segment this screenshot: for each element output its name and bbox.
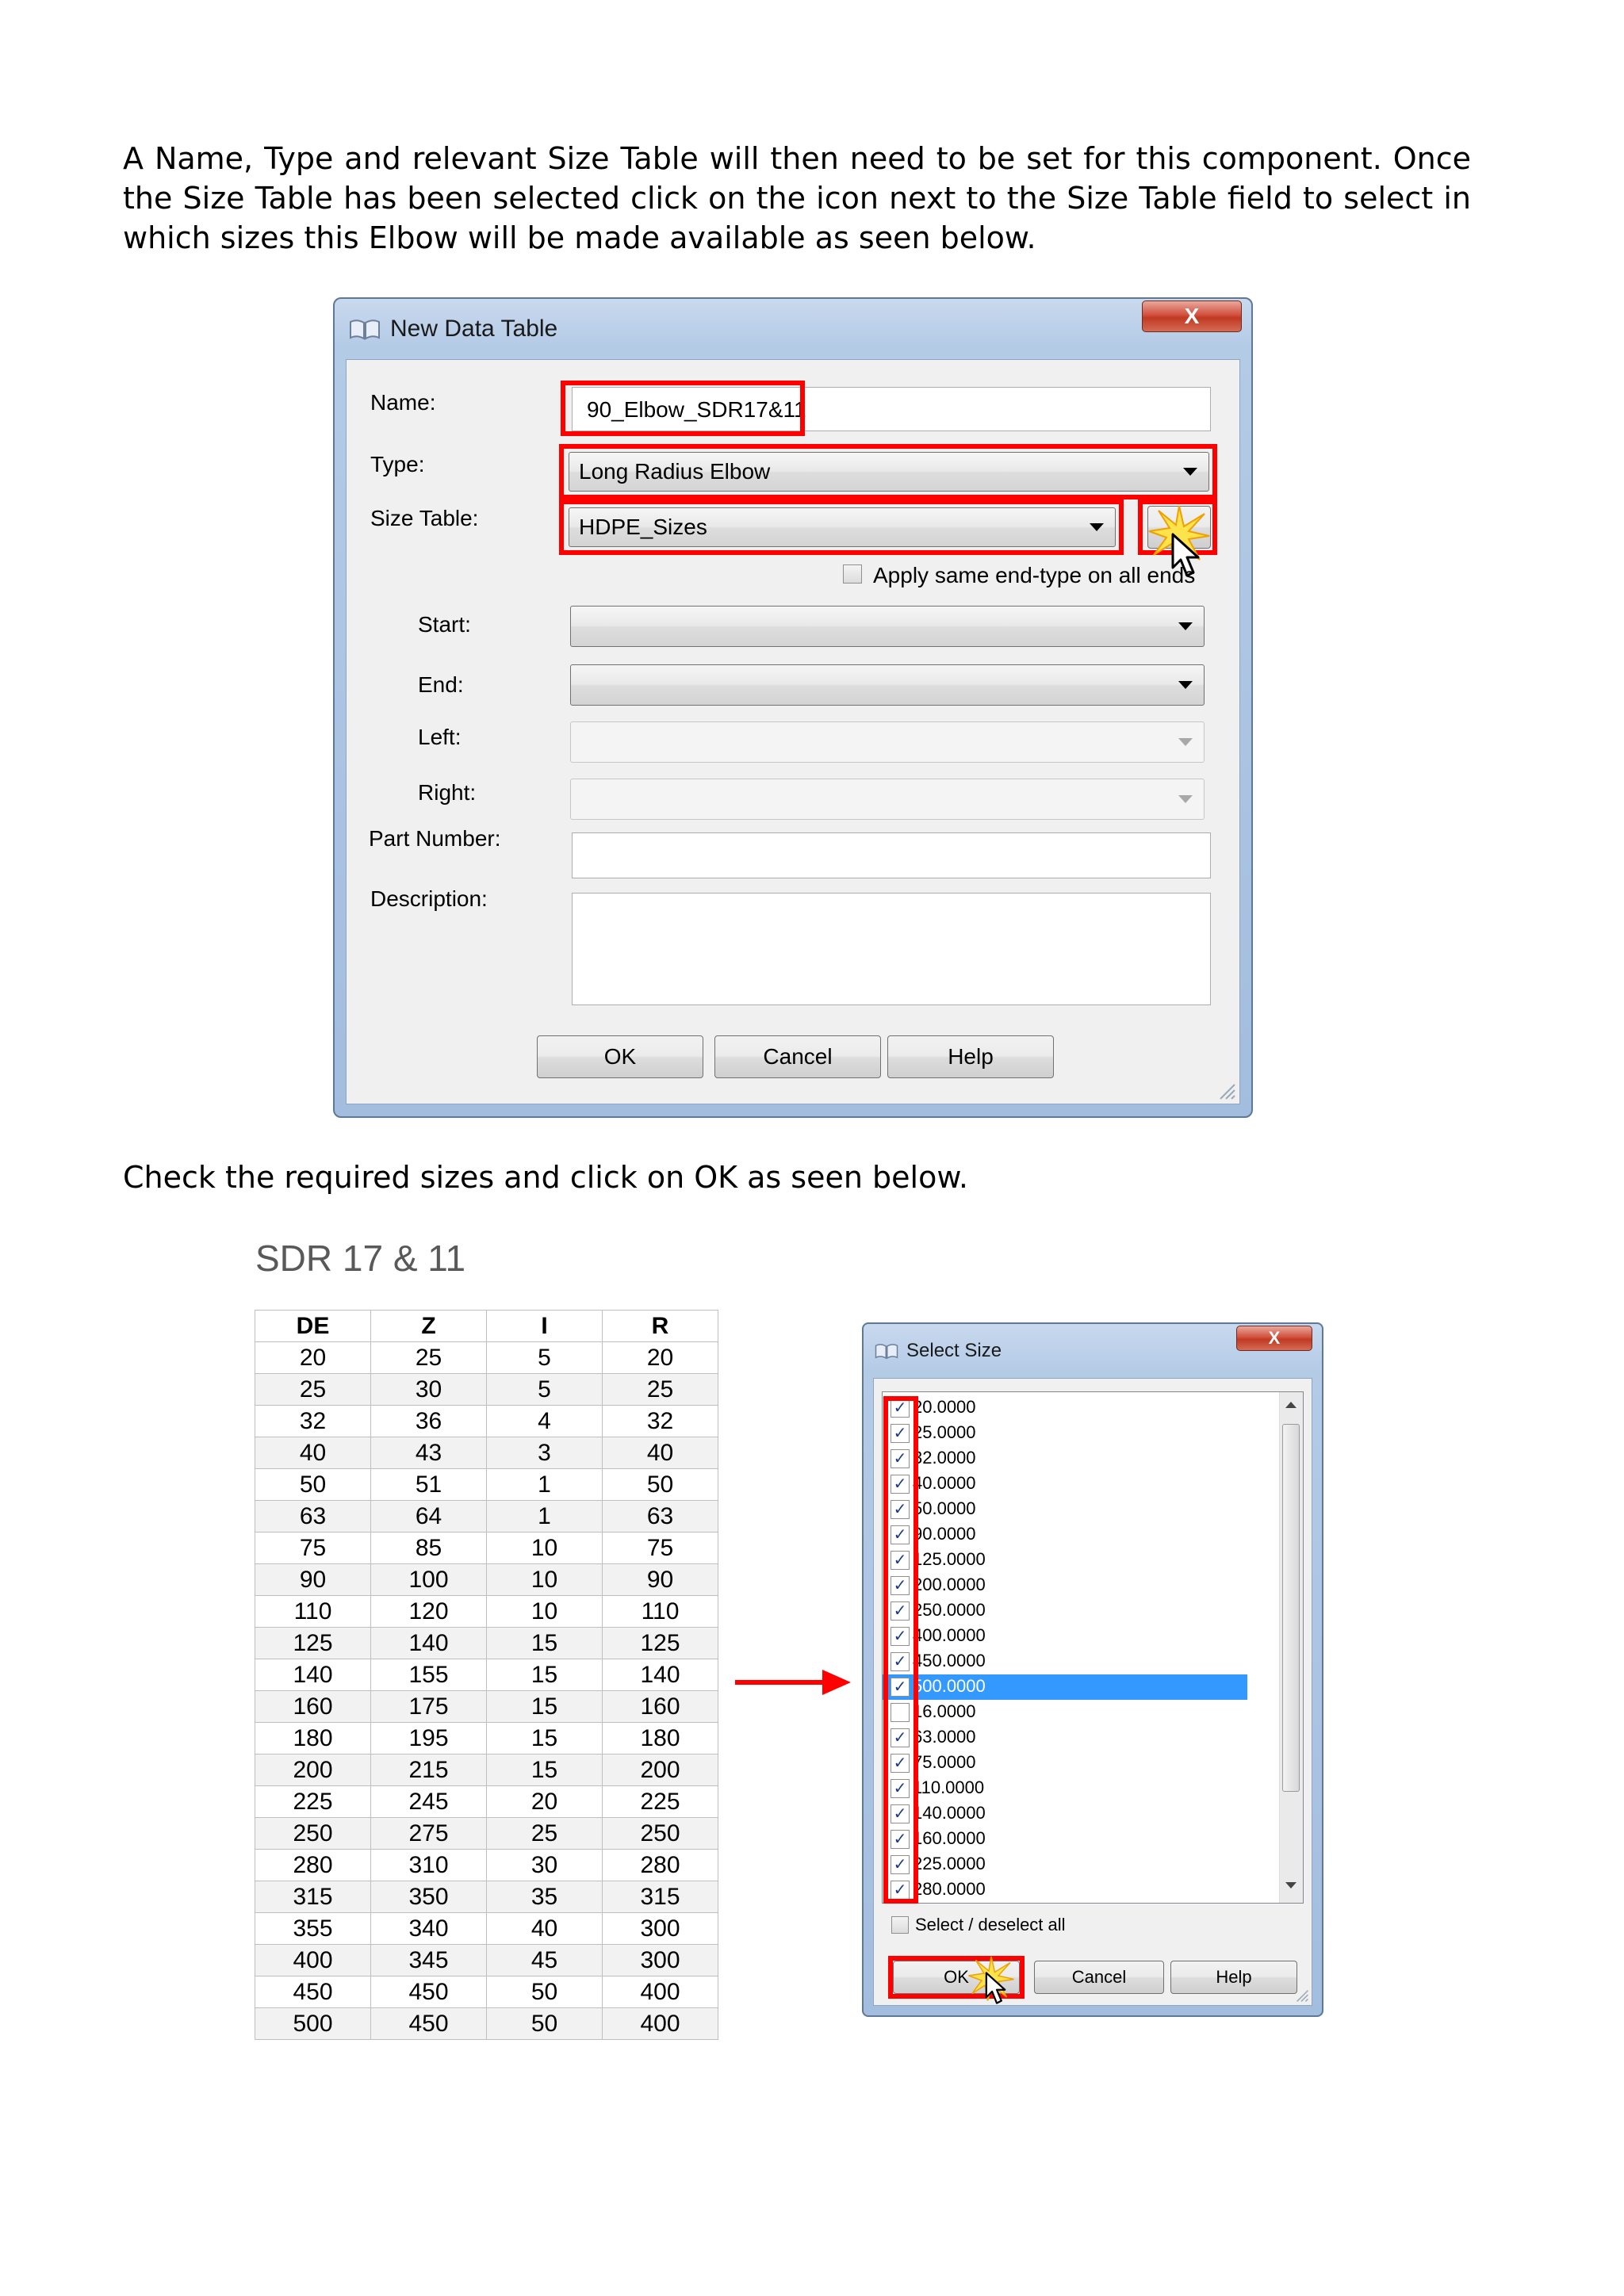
size-label: 450.0000 bbox=[913, 1651, 986, 1670]
size-label: 400.0000 bbox=[913, 1625, 986, 1645]
table-cell: 43 bbox=[371, 1437, 487, 1469]
table-cell: 25 bbox=[371, 1342, 487, 1374]
size-label: 140.0000 bbox=[913, 1803, 986, 1823]
table-row bbox=[255, 1818, 718, 1850]
table-row bbox=[255, 1850, 718, 1881]
list-item[interactable] bbox=[883, 1598, 1247, 1624]
table-cell: 155 bbox=[371, 1659, 487, 1691]
name-value: 90_Elbow_SDR17&11 bbox=[587, 397, 806, 422]
table-cell: 25 bbox=[603, 1374, 718, 1406]
table-cell: 125 bbox=[603, 1628, 718, 1659]
arrow-right-icon bbox=[733, 1667, 852, 1698]
list-item[interactable] bbox=[883, 1649, 1247, 1674]
table-row bbox=[255, 1976, 718, 2008]
size-label: 20.0000 bbox=[913, 1397, 976, 1417]
list-item[interactable] bbox=[883, 1395, 1247, 1421]
list-item[interactable] bbox=[883, 1522, 1247, 1548]
help-button-label: Help bbox=[1216, 1967, 1252, 1987]
close-button[interactable] bbox=[1142, 300, 1242, 332]
help-button-label: Help bbox=[948, 1044, 994, 1069]
size-label: 40.0000 bbox=[913, 1473, 976, 1493]
table-cell: 4 bbox=[487, 1406, 603, 1437]
ok-button[interactable] bbox=[537, 1035, 703, 1078]
table-cell: 450 bbox=[255, 1976, 371, 2008]
list-item[interactable] bbox=[883, 1497, 1247, 1522]
size-label: 90.0000 bbox=[913, 1524, 976, 1544]
table-cell: 175 bbox=[371, 1691, 487, 1723]
size-label: 250.0000 bbox=[913, 1600, 986, 1620]
table-cell: 245 bbox=[371, 1786, 487, 1818]
table-cell: 340 bbox=[371, 1913, 487, 1945]
table-row bbox=[255, 1691, 718, 1723]
table-cell: 110 bbox=[255, 1596, 371, 1628]
table-cell: 225 bbox=[255, 1786, 371, 1818]
size-checkbox[interactable]: ✓ bbox=[891, 1652, 910, 1671]
table-cell: 300 bbox=[603, 1913, 718, 1945]
sdr-table-title: SDR 17 & 11 bbox=[255, 1238, 466, 1279]
table-row bbox=[255, 1564, 718, 1596]
type-label: Type: bbox=[370, 452, 425, 476]
table-row bbox=[255, 1406, 718, 1437]
table-cell: 10 bbox=[487, 1533, 603, 1564]
table-cell: 25 bbox=[487, 1818, 603, 1850]
table-cell: 40 bbox=[487, 1913, 603, 1945]
size-checkbox[interactable]: ✓ bbox=[891, 1475, 910, 1494]
size-checkbox[interactable]: ✓ bbox=[891, 1525, 910, 1544]
chevron-down-icon bbox=[1090, 523, 1104, 531]
table-cell: 225 bbox=[603, 1786, 718, 1818]
table-row bbox=[255, 1945, 718, 1976]
column-header: DE bbox=[255, 1311, 371, 1342]
table-row bbox=[255, 1437, 718, 1469]
dialog-titlebar[interactable] bbox=[335, 299, 1251, 359]
table-cell: 40 bbox=[255, 1437, 371, 1469]
column-header: R bbox=[603, 1311, 718, 1342]
size-checkbox[interactable]: ✓ bbox=[891, 1399, 910, 1418]
new-data-table-dialog bbox=[333, 297, 1253, 1118]
list-item[interactable] bbox=[883, 1801, 1247, 1827]
table-cell: 32 bbox=[603, 1406, 718, 1437]
list-item[interactable] bbox=[883, 1421, 1247, 1446]
type-value: Long Radius Elbow bbox=[579, 459, 771, 484]
size-table-value: HDPE_Sizes bbox=[579, 515, 707, 539]
table-cell: 15 bbox=[487, 1628, 603, 1659]
table-row bbox=[255, 1342, 718, 1374]
table-row bbox=[255, 1913, 718, 1945]
table-cell: 315 bbox=[603, 1881, 718, 1913]
table-cell: 140 bbox=[255, 1659, 371, 1691]
size-label: 75.0000 bbox=[913, 1752, 976, 1772]
table-row bbox=[255, 1469, 718, 1501]
close-button[interactable] bbox=[1236, 1326, 1312, 1351]
size-checkbox[interactable]: ✓ bbox=[891, 1627, 910, 1646]
apply-same-end-type-checkbox[interactable] bbox=[843, 564, 862, 584]
table-cell: 310 bbox=[371, 1850, 487, 1881]
table-cell: 500 bbox=[255, 2008, 371, 2040]
size-label: 50.0000 bbox=[913, 1498, 976, 1518]
size-label: 32.0000 bbox=[913, 1448, 976, 1468]
table-cell: 51 bbox=[371, 1469, 487, 1501]
table-cell: 125 bbox=[255, 1628, 371, 1659]
table-cell: 20 bbox=[603, 1342, 718, 1374]
table-cell: 32 bbox=[255, 1406, 371, 1437]
cancel-button-label: Cancel bbox=[763, 1044, 833, 1069]
table-cell: 15 bbox=[487, 1691, 603, 1723]
size-checkbox[interactable]: ✓ bbox=[891, 1754, 910, 1773]
list-item[interactable] bbox=[883, 1700, 1247, 1725]
select-size-title: Select Size bbox=[906, 1340, 1002, 1361]
cancel-button[interactable] bbox=[1034, 1961, 1164, 1994]
table-cell: 3 bbox=[487, 1437, 603, 1469]
size-table-select[interactable] bbox=[569, 507, 1116, 547]
table-row bbox=[255, 1755, 718, 1786]
table-cell: 90 bbox=[603, 1564, 718, 1596]
table-cell: 110 bbox=[603, 1596, 718, 1628]
book-icon bbox=[349, 317, 381, 341]
table-cell: 180 bbox=[255, 1723, 371, 1755]
check-sizes-paragraph: Check the required sizes and click on OK as seen below. bbox=[123, 1160, 969, 1195]
size-label: 63.0000 bbox=[913, 1727, 976, 1747]
ok-button-label: OK bbox=[603, 1044, 637, 1069]
select-all-checkbox[interactable] bbox=[891, 1916, 909, 1934]
size-checkbox[interactable]: ✓ bbox=[891, 1551, 910, 1570]
table-cell: 100 bbox=[371, 1564, 487, 1596]
table-cell: 140 bbox=[371, 1628, 487, 1659]
column-header: Z bbox=[371, 1311, 487, 1342]
table-cell: 30 bbox=[487, 1850, 603, 1881]
table-cell: 345 bbox=[371, 1945, 487, 1976]
size-checkbox[interactable]: ✓ bbox=[891, 1678, 910, 1697]
table-cell: 25 bbox=[255, 1374, 371, 1406]
table-cell: 15 bbox=[487, 1659, 603, 1691]
list-scrollbar[interactable] bbox=[1279, 1392, 1303, 1903]
table-cell: 215 bbox=[371, 1755, 487, 1786]
start-label: Start: bbox=[418, 612, 471, 637]
table-row bbox=[255, 1659, 718, 1691]
description-input[interactable] bbox=[572, 893, 1211, 1005]
cancel-button-label: Cancel bbox=[1071, 1967, 1127, 1987]
scroll-thumb[interactable] bbox=[1282, 1424, 1300, 1792]
table-cell: 10 bbox=[487, 1564, 603, 1596]
table-cell: 63 bbox=[255, 1501, 371, 1533]
ok-button-label: OK bbox=[944, 1967, 969, 1987]
size-checkbox[interactable]: ✓ bbox=[891, 1779, 910, 1798]
table-header-row bbox=[255, 1311, 718, 1342]
resize-grip-icon[interactable] bbox=[1216, 1080, 1236, 1100]
resize-grip-icon[interactable] bbox=[1293, 1987, 1309, 2003]
list-item[interactable] bbox=[883, 1624, 1247, 1649]
table-cell: 36 bbox=[371, 1406, 487, 1437]
table-cell: 350 bbox=[371, 1881, 487, 1913]
table-cell: 250 bbox=[255, 1818, 371, 1850]
description-label: Description: bbox=[370, 886, 488, 911]
list-item[interactable] bbox=[883, 1877, 1247, 1903]
size-checkbox[interactable]: ✓ bbox=[891, 1449, 910, 1468]
dialog-body bbox=[346, 359, 1240, 1104]
name-label: Name: bbox=[370, 390, 436, 415]
list-item[interactable] bbox=[883, 1725, 1247, 1751]
chevron-down-icon bbox=[1178, 622, 1193, 630]
table-cell: 250 bbox=[603, 1818, 718, 1850]
table-cell: 50 bbox=[487, 2008, 603, 2040]
scroll-down-icon[interactable] bbox=[1285, 1882, 1297, 1888]
table-cell: 400 bbox=[255, 1945, 371, 1976]
part-number-input[interactable] bbox=[572, 832, 1211, 878]
table-cell: 195 bbox=[371, 1723, 487, 1755]
size-label: 225.0000 bbox=[913, 1854, 986, 1873]
chevron-down-icon bbox=[1183, 468, 1197, 476]
list-item[interactable] bbox=[883, 1751, 1247, 1776]
table-cell: 300 bbox=[603, 1945, 718, 1976]
size-list[interactable] bbox=[882, 1391, 1304, 1904]
size-checkbox[interactable]: ✓ bbox=[891, 1855, 910, 1874]
help-button[interactable] bbox=[1170, 1961, 1297, 1994]
table-cell: 120 bbox=[371, 1596, 487, 1628]
list-item[interactable] bbox=[883, 1446, 1247, 1471]
table-cell: 140 bbox=[603, 1659, 718, 1691]
chevron-down-icon bbox=[1178, 738, 1193, 746]
name-input[interactable] bbox=[572, 387, 1211, 431]
left-select[interactable] bbox=[570, 721, 1205, 763]
size-checkbox[interactable] bbox=[891, 1703, 910, 1722]
left-label: Left: bbox=[418, 725, 462, 749]
size-label: 16.0000 bbox=[913, 1701, 976, 1721]
table-row bbox=[255, 1501, 718, 1533]
help-button[interactable] bbox=[887, 1035, 1054, 1078]
size-checkbox[interactable]: ✓ bbox=[891, 1601, 910, 1621]
list-item[interactable] bbox=[883, 1471, 1247, 1497]
table-cell: 50 bbox=[255, 1469, 371, 1501]
table-cell: 200 bbox=[603, 1755, 718, 1786]
table-cell: 280 bbox=[255, 1850, 371, 1881]
size-table-label: Size Table: bbox=[370, 506, 479, 530]
size-checkbox[interactable]: ✓ bbox=[891, 1500, 910, 1519]
chevron-down-icon bbox=[1178, 795, 1193, 803]
dialog-title: New Data Table bbox=[390, 316, 558, 342]
chevron-down-icon bbox=[1178, 681, 1193, 689]
table-row bbox=[255, 1596, 718, 1628]
table-cell: 64 bbox=[371, 1501, 487, 1533]
table-cell: 160 bbox=[603, 1691, 718, 1723]
table-cell: 275 bbox=[371, 1818, 487, 1850]
table-cell: 450 bbox=[371, 2008, 487, 2040]
sdr-size-table bbox=[255, 1310, 718, 2040]
table-cell: 355 bbox=[255, 1913, 371, 1945]
size-label: 200.0000 bbox=[913, 1575, 986, 1594]
list-item[interactable] bbox=[883, 1776, 1247, 1801]
table-cell: 450 bbox=[371, 1976, 487, 2008]
table-cell: 45 bbox=[487, 1945, 603, 1976]
table-cell: 30 bbox=[371, 1374, 487, 1406]
table-cell: 75 bbox=[603, 1533, 718, 1564]
table-cell: 1 bbox=[487, 1469, 603, 1501]
scroll-up-icon[interactable] bbox=[1285, 1402, 1297, 1408]
table-cell: 20 bbox=[487, 1786, 603, 1818]
size-label: 25.0000 bbox=[913, 1422, 976, 1442]
size-checkbox[interactable]: ✓ bbox=[891, 1881, 910, 1900]
table-cell: 1 bbox=[487, 1501, 603, 1533]
list-item[interactable] bbox=[883, 1573, 1247, 1598]
end-select[interactable] bbox=[570, 664, 1205, 706]
table-row bbox=[255, 1881, 718, 1913]
table-row bbox=[255, 2008, 718, 2040]
size-label: 500.0000 bbox=[913, 1676, 986, 1696]
apply-same-end-type-label: Apply same end-type on all ends bbox=[873, 563, 1196, 587]
table-cell: 5 bbox=[487, 1374, 603, 1406]
list-item[interactable] bbox=[883, 1674, 1247, 1700]
table-row bbox=[255, 1628, 718, 1659]
table-cell: 20 bbox=[255, 1342, 371, 1374]
table-cell: 160 bbox=[255, 1691, 371, 1723]
table-cell: 200 bbox=[255, 1755, 371, 1786]
list-item[interactable] bbox=[883, 1827, 1247, 1852]
table-cell: 180 bbox=[603, 1723, 718, 1755]
cancel-button[interactable] bbox=[714, 1035, 881, 1078]
right-select[interactable] bbox=[570, 779, 1205, 820]
type-select[interactable] bbox=[569, 452, 1209, 492]
part-number-label: Part Number: bbox=[369, 826, 501, 851]
mouse-cursor-icon bbox=[983, 1972, 1010, 2007]
size-checkbox[interactable]: ✓ bbox=[891, 1424, 910, 1443]
size-checkbox[interactable]: ✓ bbox=[891, 1830, 910, 1849]
right-label: Right: bbox=[418, 780, 477, 805]
table-cell: 35 bbox=[487, 1881, 603, 1913]
table-cell: 15 bbox=[487, 1755, 603, 1786]
size-checkbox[interactable]: ✓ bbox=[891, 1728, 910, 1747]
close-icon: X bbox=[1184, 304, 1200, 328]
table-cell: 90 bbox=[255, 1564, 371, 1596]
column-header: I bbox=[487, 1311, 603, 1342]
table-row bbox=[255, 1786, 718, 1818]
size-label: 280.0000 bbox=[913, 1879, 986, 1899]
table-row bbox=[255, 1533, 718, 1564]
table-cell: 315 bbox=[255, 1881, 371, 1913]
table-cell: 40 bbox=[603, 1437, 718, 1469]
table-cell: 63 bbox=[603, 1501, 718, 1533]
select-all-label: Select / deselect all bbox=[915, 1915, 1066, 1934]
table-cell: 50 bbox=[487, 1976, 603, 2008]
list-item[interactable] bbox=[883, 1548, 1247, 1573]
size-label: 125.0000 bbox=[913, 1549, 986, 1569]
table-cell: 400 bbox=[603, 1976, 718, 2008]
select-size-dialog bbox=[862, 1322, 1323, 2017]
book-icon bbox=[875, 1341, 898, 1360]
table-cell: 10 bbox=[487, 1596, 603, 1628]
size-checkbox[interactable]: ✓ bbox=[891, 1576, 910, 1595]
table-cell: 400 bbox=[603, 2008, 718, 2040]
size-label: 110.0000 bbox=[913, 1777, 985, 1797]
table-cell: 50 bbox=[603, 1469, 718, 1501]
end-label: End: bbox=[418, 672, 464, 697]
start-select[interactable] bbox=[570, 606, 1205, 647]
select-size-body bbox=[873, 1378, 1312, 2006]
table-cell: 5 bbox=[487, 1342, 603, 1374]
table-row bbox=[255, 1723, 718, 1755]
table-cell: 75 bbox=[255, 1533, 371, 1564]
intro-paragraph: A Name, Type and relevant Size Table will then need to be set for this component. Once the Size Table has been selected click on the icon next to the Size Table field to select in which sizes this Elbow will be made available as seen below. bbox=[123, 141, 1471, 255]
list-item[interactable] bbox=[883, 1852, 1247, 1877]
table-row bbox=[255, 1374, 718, 1406]
table-cell: 85 bbox=[371, 1533, 487, 1564]
close-icon: X bbox=[1268, 1328, 1281, 1348]
size-label: 160.0000 bbox=[913, 1828, 986, 1848]
size-checkbox[interactable]: ✓ bbox=[891, 1804, 910, 1823]
table-cell: 280 bbox=[603, 1850, 718, 1881]
table-cell: 15 bbox=[487, 1723, 603, 1755]
